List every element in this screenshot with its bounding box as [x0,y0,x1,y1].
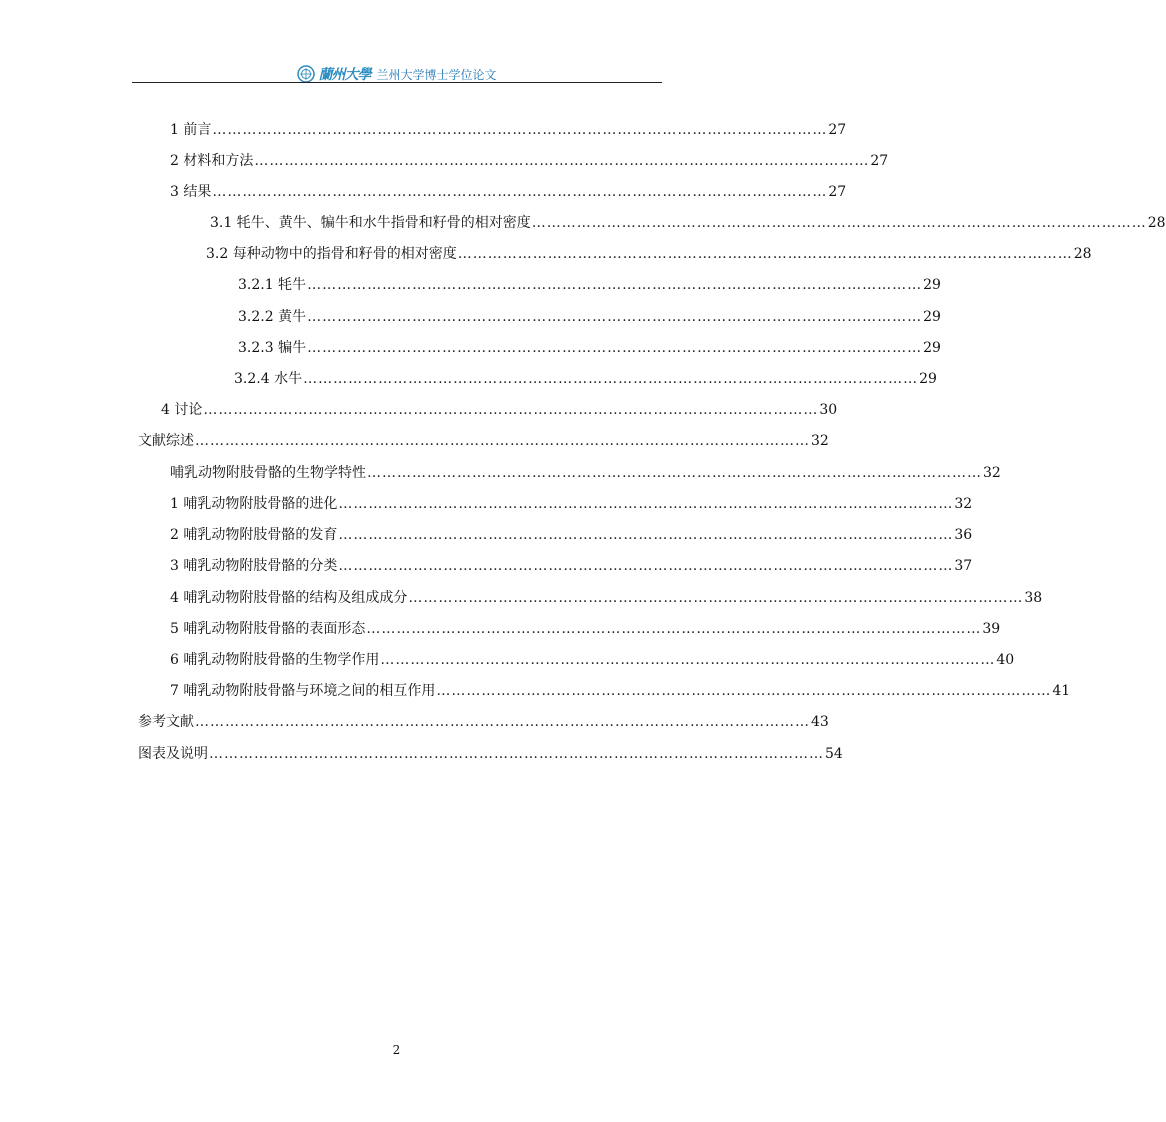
toc-leader-dots: …………………………………………………………………………………………………………… [380,652,996,668]
toc-entry-page: 38 [1024,590,1043,606]
toc-entry-page: 29 [923,277,941,293]
toc-leader-dots: …………………………………………………………………………………………………………… [436,683,1052,699]
toc-entry[interactable] [170,619,1001,639]
toc-entry[interactable] [170,650,1015,670]
toc-entry-page: 32 [954,496,973,512]
toc-entry[interactable] [206,244,1092,264]
page-number: 2 [392,1043,401,1057]
toc-entry-label: 3.2.4 水牛 [234,371,303,387]
toc-entry[interactable] [138,712,829,732]
toc-leader-dots: …………………………………………………………………………………………………………… [366,621,982,637]
toc-leader-dots: …………………………………………………………………………………………………………… [408,590,1024,606]
toc-entry-page: 29 [923,309,941,325]
university-logo [297,64,370,84]
toc-entry-page: 54 [825,746,843,762]
toc-leader-dots: …………………………………………………………………………………………………………… [367,465,982,481]
toc-entry-label: 哺乳动物附肢骨骼的生物学特性 [170,465,366,481]
header-divider [132,82,662,83]
toc-entry[interactable] [170,525,973,545]
toc-entry-label: 2 材料和方法 [170,153,254,169]
toc-entry-label: 3 哺乳动物附肢骨骼的分类 [170,558,338,574]
toc-entry-label: 1 前言 [170,122,212,138]
toc-leader-dots: …………………………………………………………………………………………………………… [203,402,819,418]
toc-entry-page: 28 [1147,215,1166,231]
toc-leader-dots: …………………………………………………………………………………………………………… [307,277,923,293]
toc-entry[interactable] [170,120,847,140]
header-title: 兰州大学博士学位论文 [376,67,497,82]
toc-leader-dots: …………………………………………………………………………………………………………… [338,527,954,543]
toc-leader-dots: …………………………………………………………………………………………………………… [195,714,810,730]
toc-entry-page: 36 [954,527,973,543]
toc-leader-dots: …………………………………………………………………………………………………………… [307,340,923,356]
toc-leader-dots: …………………………………………………………………………………………………………… [195,433,810,449]
toc-entry-label: 5 哺乳动物附肢骨骼的表面形态 [170,621,366,637]
toc-entry-label: 文献综述 [138,433,194,449]
toc-entry-page: 39 [982,621,1001,637]
toc-entry-page: 37 [954,558,973,574]
logo-wordmark: 蘭州大學 [318,67,371,83]
toc-entry-page: 29 [923,340,941,356]
toc-entry-label: 4 讨论 [161,402,203,418]
toc-entry[interactable] [170,681,1071,701]
toc-leader-dots: …………………………………………………………………………………………………………… [338,558,954,574]
toc-entry-label: 7 哺乳动物附肢骨骼与环境之间的相互作用 [170,683,436,699]
toc-entry-label: 3.2 每种动物中的指骨和籽骨的相对密度 [206,246,457,262]
toc-entry-page: 32 [811,433,829,449]
toc-leader-dots: …………………………………………………………………………………………………………… [209,746,824,762]
toc-leader-dots: …………………………………………………………………………………………………………… [531,215,1147,231]
university-emblem-icon [297,65,315,83]
toc-entry[interactable] [170,588,1043,608]
toc-entry[interactable] [210,213,1166,233]
toc-entry-label: 1 哺乳动物附肢骨骼的进化 [170,496,338,512]
toc-entry[interactable] [234,369,937,389]
toc-entry-label: 3 结果 [170,184,212,200]
toc-entry[interactable] [238,307,941,327]
toc-entry[interactable] [170,463,1001,483]
toc-entry[interactable] [138,431,829,451]
toc-entry-label: 2 哺乳动物附肢骨骼的发育 [170,527,338,543]
toc-entry-page: 28 [1073,246,1092,262]
toc-entry-label: 4 哺乳动物附肢骨骼的结构及组成成分 [170,590,408,606]
toc-entry[interactable] [170,182,847,202]
toc-leader-dots: …………………………………………………………………………………………………………… [303,371,919,387]
toc-entry-page: 27 [870,153,889,169]
toc-entry-label: 6 哺乳动物附肢骨骼的生物学作用 [170,652,380,668]
toc-entry-page: 43 [811,714,829,730]
toc-entry[interactable] [170,151,889,171]
toc-entry[interactable] [161,400,838,420]
toc-entry[interactable] [170,494,973,514]
toc-entry[interactable] [238,275,941,295]
toc-entry-label: 3.2.1 牦牛 [238,277,307,293]
toc-leader-dots: …………………………………………………………………………………………………………… [212,184,828,200]
toc-entry-label: 参考文献 [138,714,194,730]
toc-entry[interactable] [138,744,843,764]
toc-entry-label: 3.2.3 犏牛 [238,340,307,356]
toc-entry-page: 29 [919,371,937,387]
toc-entry[interactable] [238,338,941,358]
toc-leader-dots: …………………………………………………………………………………………………………… [212,122,828,138]
toc-leader-dots: …………………………………………………………………………………………………………… [254,153,870,169]
toc-entry-label: 3.1 牦牛、黄牛、犏牛和水牛指骨和籽骨的相对密度 [210,215,531,231]
toc-entry-page: 41 [1052,683,1071,699]
toc-entry-label: 3.2.2 黄牛 [238,309,307,325]
toc-leader-dots: …………………………………………………………………………………………………………… [457,246,1073,262]
toc-entry-label: 图表及说明 [138,746,208,762]
toc-entry-page: 32 [983,465,1001,481]
toc-entry-page: 30 [819,402,838,418]
toc-entry-page: 27 [828,184,847,200]
running-header [132,56,662,84]
toc-entry-page: 40 [996,652,1015,668]
toc-entry-page: 27 [828,122,847,138]
toc-entry[interactable] [170,556,973,576]
toc-leader-dots: …………………………………………………………………………………………………………… [307,309,923,325]
toc-leader-dots: …………………………………………………………………………………………………………… [338,496,954,512]
